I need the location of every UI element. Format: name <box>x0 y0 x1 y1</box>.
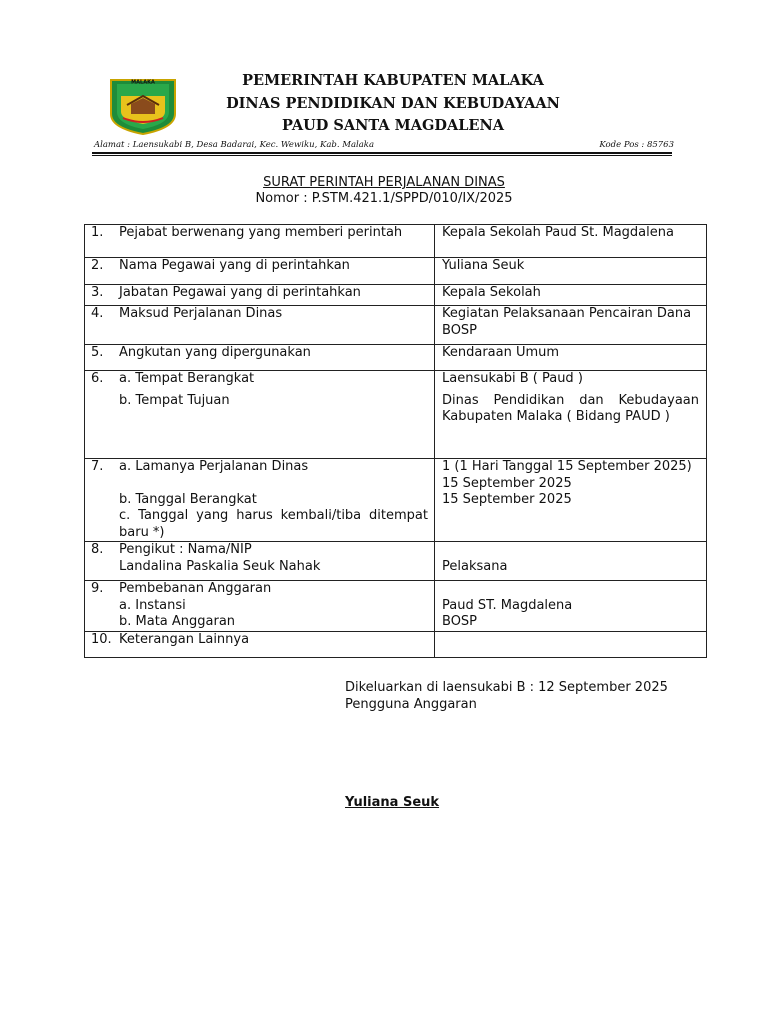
row-number: 5. <box>91 345 104 360</box>
row-number: 10. <box>91 631 112 647</box>
document-title: SURAT PERINTAH PERJALANAN DINAS <box>263 175 505 190</box>
row-value: Pelaksana <box>442 558 508 574</box>
row-label: Nama Pegawai yang di perintahkan <box>119 258 350 273</box>
row-sublabel-a: a. Instansi <box>119 597 186 613</box>
row-sublabel-a: a. Tempat Berangkat <box>119 371 255 386</box>
row-value-b: 15 September 2025 <box>442 475 572 491</box>
row-value-c: 15 September 2025 <box>442 492 572 507</box>
letterhead-divider-thin <box>92 155 672 156</box>
row-number: 1. <box>91 225 104 240</box>
row-number: 9. <box>91 581 104 596</box>
letterhead-address-row <box>94 140 674 152</box>
row-number: 6. <box>91 371 104 386</box>
document-title-block <box>0 175 768 207</box>
row-value-b: BOSP <box>442 614 478 629</box>
signatory-name: Yuliana Seuk <box>345 795 440 810</box>
row-label: Pejabat berwenang yang memberi perintah <box>119 225 403 240</box>
row-label: Jabatan Pegawai yang di perintahkan <box>119 285 361 300</box>
table-row <box>85 225 707 258</box>
letterhead-divider-thick <box>92 152 672 154</box>
row-label: Maksud Perjalanan Dinas <box>119 306 283 321</box>
row-label: Angkutan yang dipergunakan <box>119 345 311 360</box>
row-value-a: Laensukabi B ( Paud ) <box>442 371 583 386</box>
row-sublabel-a: a. Lamanya Perjalanan Dinas <box>119 459 309 474</box>
row-sublabel-c: c. Tanggal yang harus kembali/tiba ditempat baru *) <box>119 508 428 540</box>
document-number: Nomor : P.STM.421.1/SPPD/010/IX/2025 <box>255 191 513 206</box>
row-value-a: 1 (1 Hari Tanggal 15 September 2025) <box>442 459 692 474</box>
row-number: 2. <box>91 258 104 273</box>
table-row <box>85 631 707 657</box>
svg-text:MALAKA: MALAKA <box>131 79 155 86</box>
row-value: Kepala Sekolah <box>435 285 707 306</box>
row-value: Kepala Sekolah Paud St. Magdalena <box>435 225 707 258</box>
table-row <box>85 542 707 581</box>
row-number: 4. <box>91 306 104 321</box>
issued-place-date: Dikeluarkan di laensukabi B : 12 September 2025 <box>345 680 668 695</box>
signature-block <box>345 680 695 713</box>
address-text: Alamat : Laensukabi B, Desa Badarai, Kec. Wewiku, Kab. Malaka <box>94 140 375 150</box>
table-row <box>85 371 707 459</box>
table-row <box>85 285 707 306</box>
row-label: Pembebanan Anggaran <box>119 581 272 596</box>
table-row <box>85 459 707 542</box>
table-row <box>85 345 707 371</box>
row-label: Pengikut : Nama/NIP <box>119 542 252 557</box>
row-value: Yuliana Seuk <box>435 258 707 285</box>
row-number: 8. <box>91 542 104 557</box>
letterhead-school: PAUD SANTA MAGDALENA <box>282 117 504 134</box>
table-row <box>85 258 707 285</box>
row-value: Kegiatan Pelaksanaan Pencairan Dana BOSP <box>435 306 707 345</box>
signatory-role: Pengguna Anggaran <box>345 696 477 712</box>
row-value <box>435 631 707 657</box>
row-value-a: Paud ST. Magdalena <box>442 597 573 613</box>
letterhead-government: PEMERINTAH KABUPATEN MALAKA <box>242 72 544 89</box>
row-value: Kendaraan Umum <box>435 345 707 371</box>
table-row <box>85 581 707 632</box>
row-number: 7. <box>91 459 104 474</box>
postcode-text: Kode Pos : 85763 <box>599 140 674 150</box>
row-sublabel-b: b. Tempat Tujuan <box>119 392 230 408</box>
row-sublabel-b: b. Mata Anggaran <box>119 614 236 629</box>
letterhead-department: DINAS PENDIDIKAN DAN KEBUDAYAAN <box>226 95 560 112</box>
follower-name: Landalina Paskalia Seuk Nahak <box>119 558 321 574</box>
row-label: Keterangan Lainnya <box>119 631 250 647</box>
row-number: 3. <box>91 285 104 300</box>
table-row <box>85 306 707 345</box>
row-sublabel-b: b. Tanggal Berangkat <box>119 491 257 507</box>
row-value-b: Dinas Pendidikan dan Kebudayaan Kabupaten Malaka ( Bidang PAUD ) <box>442 392 699 424</box>
travel-order-table <box>84 224 707 658</box>
